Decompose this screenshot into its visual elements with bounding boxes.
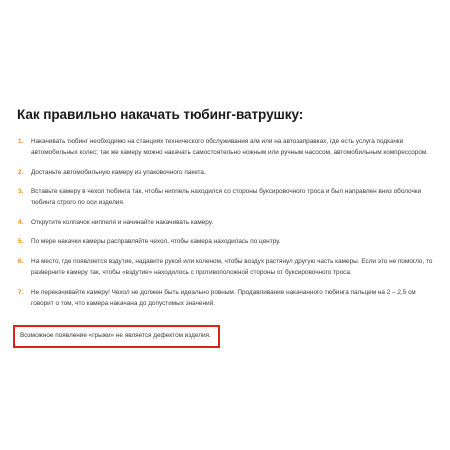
list-item (17, 256, 437, 278)
list-item (17, 136, 437, 158)
page-title: Как правильно накачать тюбинг-ватрушку: (17, 107, 304, 122)
highlighted-note: Возможное появление «грыжи» не является дефектом изделия. (13, 325, 220, 348)
step-text: Открутите колпачок ниппеля и начинайте накачивать камеру. (31, 218, 214, 226)
step-number: 5. (18, 238, 24, 246)
list-item (17, 287, 437, 309)
step-number: 6. (18, 257, 24, 265)
list-item (17, 236, 437, 247)
step-number: 3. (18, 188, 24, 196)
step-text: Накачивать тюбинг необходимо на станциях технического обслуживания а/м или на автозаправках, где есть услуга подкачки автомобильных колес; так же камеру можно накачать самостоятельно ножным или ручным насосом, автомобильным компрессором. (31, 138, 429, 156)
article (17, 106, 437, 348)
step-text: Достаньте автомобильную камеру из упаковочного пакета. (31, 168, 206, 176)
step-text: Не перекачивайте камеру! Чехол не должен быть идеально ровным. Продавливание накачанного тюбинга пальцем на 2 – 2,5 см говорит о том, что камера накачана до допустимых значений. (31, 288, 416, 307)
step-text: Вставьте камеру в чехол тюбинга так, чтобы ниппель находился со стороны буксировочного троса и был направлен вниз оболочки тюбинга строго по оси изделия. (31, 188, 422, 207)
list-item (17, 167, 437, 178)
step-number: 1. (18, 138, 24, 145)
list-item (17, 186, 437, 208)
step-text: На место, где появляется вздутие, надавите рукой или коленом, чтобы воздух растянул другую часть камеры. Если это не помогло, то разверните камеру так, чтобы «вздутие» находилось с противоположной стороны от буксировочного троса. (31, 257, 433, 276)
step-number: 2. (18, 168, 24, 176)
step-text: По мере накачки камеры расправляйте чехол, чтобы камера находилась по центру. (31, 238, 281, 246)
step-number: 4. (18, 218, 24, 226)
steps-list (17, 136, 437, 309)
list-item (17, 217, 437, 228)
step-number: 7. (18, 288, 24, 296)
